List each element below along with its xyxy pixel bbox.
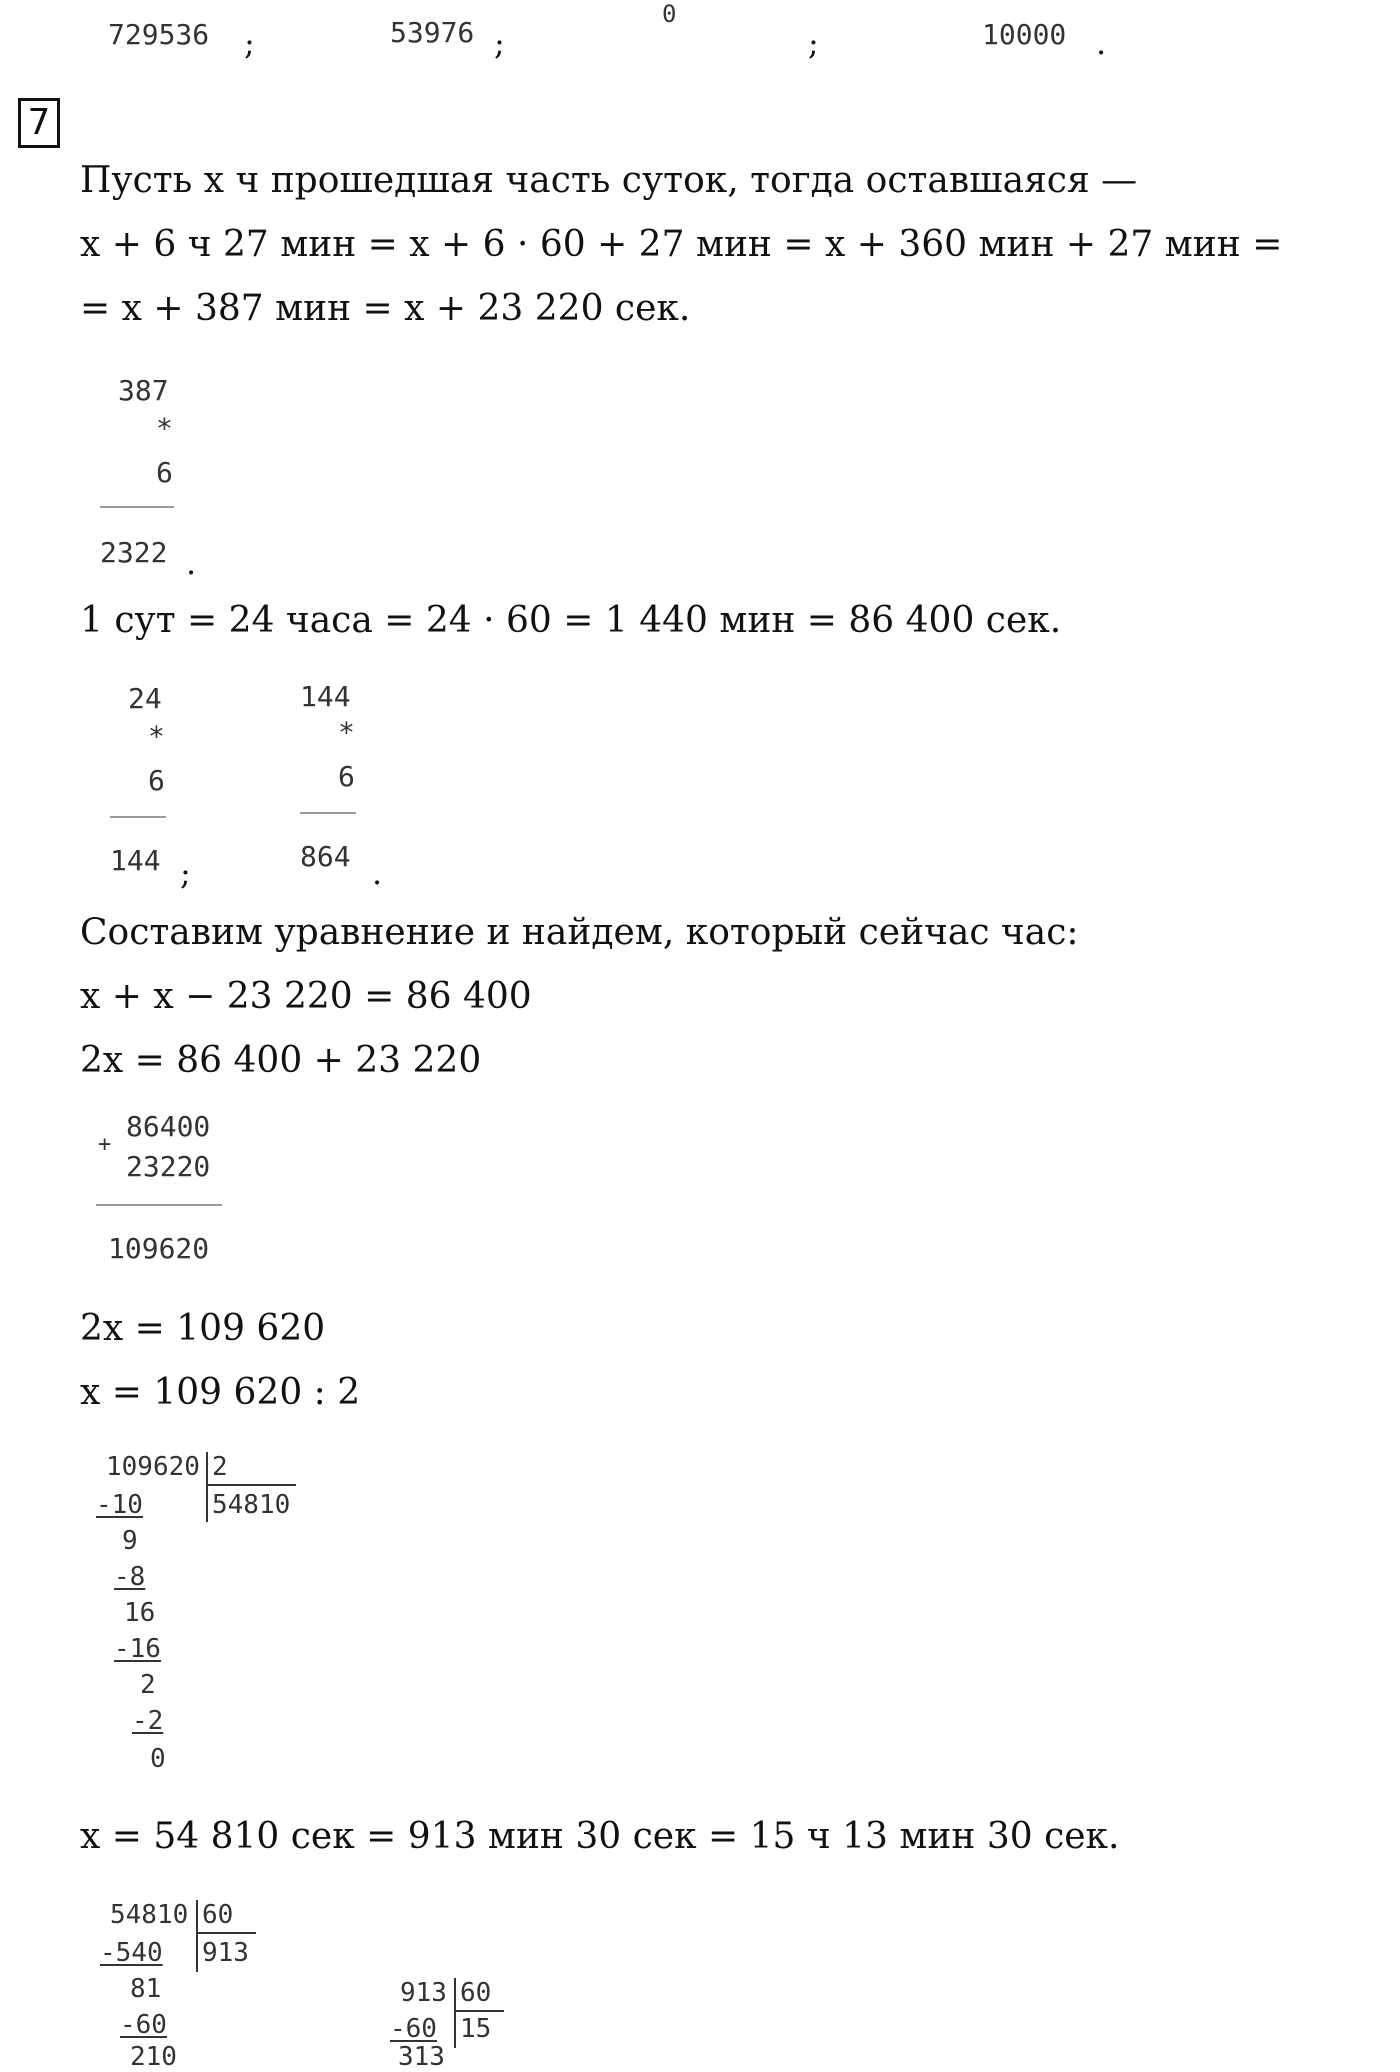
div1-dividend: 109620 — [106, 1452, 200, 1482]
text-line-4: 1 сут = 24 часа = 24 · 60 = 1 440 мин = 86 400 сек. — [80, 600, 1062, 641]
top-number-1: 729536 — [108, 18, 210, 51]
div1-step: 0 — [150, 1744, 166, 1774]
div3-quotient: 15 — [460, 2014, 492, 2044]
div1-step: 9 — [122, 1526, 138, 1556]
mult3-end: . — [372, 854, 383, 892]
div1-step: -8 — [114, 1562, 146, 1592]
text-line-3: = x + 387 мин = x + 23 220 сек. — [80, 288, 691, 329]
mult2-a: 24 — [128, 682, 162, 715]
text-line-10: x = 54 810 сек = 913 мин 30 сек = 15 ч 13 мин 30 сек. — [80, 1816, 1120, 1857]
mult1-result: 2322 — [100, 536, 168, 569]
div3-divisor: 60 — [460, 1978, 492, 2008]
text-line-5: Составим уравнение и найдем, который сейчас час: — [80, 912, 1079, 953]
separator: ; — [494, 24, 505, 62]
mult3-rule — [300, 812, 356, 814]
add-op: + — [98, 1132, 112, 1157]
div2-step: -60 — [120, 2010, 167, 2040]
top-number-3: 0 — [662, 0, 677, 28]
text-line-2: x + 6 ч 27 мин = x + 6 · 60 + 27 мин = x + 360 мин + 27 мин = — [80, 224, 1283, 265]
div1-step: -16 — [114, 1634, 161, 1664]
div2-step: -540 — [100, 1938, 163, 1968]
mult2-b: 6 — [148, 764, 165, 797]
mult3-result: 864 — [300, 840, 351, 873]
add-result: 109620 — [108, 1232, 210, 1265]
text-line-1: Пусть x ч прошедшая часть суток, тогда оставшаяся — — [80, 160, 1138, 201]
add-b: 23220 — [126, 1150, 211, 1183]
add-a: 86400 — [126, 1110, 211, 1143]
mult3-op: * — [338, 716, 355, 749]
div3-step: 313 — [398, 2042, 445, 2072]
mult2-rule — [110, 816, 166, 818]
div1-step: -2 — [132, 1706, 164, 1736]
mult1-op: * — [156, 412, 173, 445]
div1-quotient: 54810 — [212, 1490, 291, 1520]
div3-step: -60 — [390, 2014, 437, 2044]
div2-dividend: 54810 — [110, 1900, 189, 1930]
text-line-9: x = 109 620 : 2 — [80, 1372, 361, 1413]
div3-dividend: 913 — [400, 1978, 447, 2008]
task-number: 7 — [18, 98, 60, 148]
div2-bar — [196, 1900, 198, 1972]
text-line-8: 2x = 109 620 — [80, 1308, 326, 1349]
separator: ; — [244, 24, 255, 62]
mult1-end: . — [186, 544, 197, 582]
mult2-result: 144 — [110, 844, 161, 877]
div2-step: 210 — [130, 2042, 177, 2072]
div3-bar — [454, 1978, 456, 2048]
top-number-2: 53976 — [390, 16, 475, 49]
mult3-b: 6 — [338, 760, 355, 793]
div2-divisor: 60 — [202, 1900, 234, 1930]
div1-bar — [206, 1452, 208, 1522]
add-rule — [96, 1204, 222, 1206]
text-line-7: 2x = 86 400 + 23 220 — [80, 1040, 482, 1081]
mult2-op: * — [148, 720, 165, 753]
separator: ; — [808, 24, 819, 62]
div2-quotient: 913 — [202, 1938, 249, 1968]
div1-step: -10 — [96, 1490, 143, 1520]
div3-quotient-rule — [454, 2010, 504, 2012]
div1-quotient-rule — [206, 1484, 296, 1486]
mult1-b: 6 — [156, 456, 173, 489]
top-number-4: 10000 — [982, 18, 1067, 51]
div2-step: 81 — [130, 1974, 162, 2004]
div2-quotient-rule — [196, 1932, 256, 1934]
mult3-a: 144 — [300, 680, 351, 713]
div1-step: 16 — [124, 1598, 156, 1628]
div1-step: 2 — [140, 1670, 156, 1700]
end-dot: . — [1096, 24, 1107, 62]
div1-divisor: 2 — [212, 1452, 228, 1482]
mult1-rule — [100, 506, 174, 508]
mult2-end: ; — [180, 854, 191, 892]
text-line-6: x + x − 23 220 = 86 400 — [80, 976, 532, 1017]
mult1-a: 387 — [118, 374, 169, 407]
